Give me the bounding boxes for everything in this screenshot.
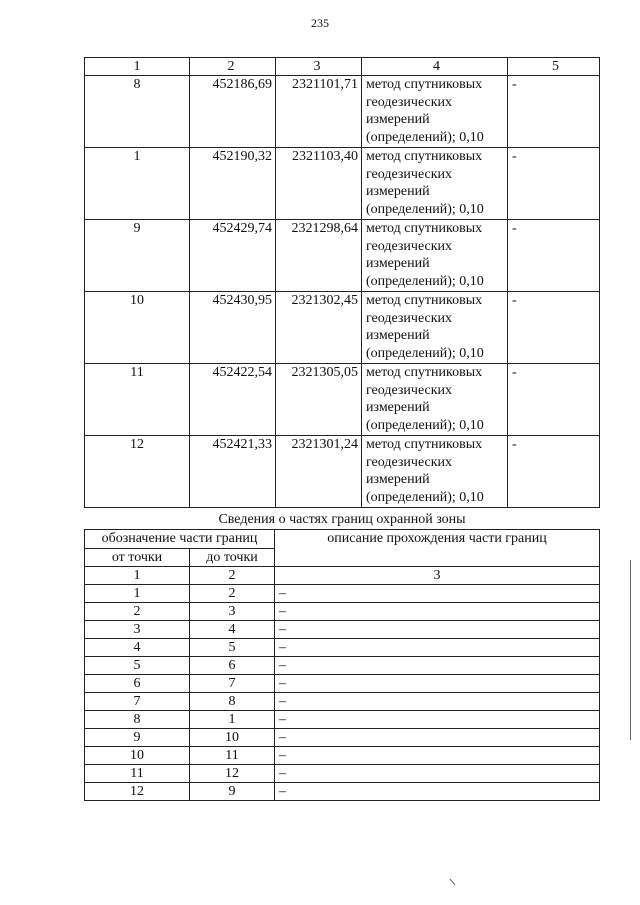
- coordinates-header-row: [85, 58, 600, 76]
- method-text: метод спутниковых геодезических измерений (определений); 0,10: [362, 220, 508, 292]
- column-number-1: 1: [85, 567, 190, 585]
- table-row: [85, 603, 600, 621]
- to-point: 7: [190, 675, 275, 693]
- coordinate-x: 452190,32: [190, 148, 276, 220]
- coordinate-x: 452186,69: [190, 76, 276, 148]
- scan-speck: [450, 879, 456, 886]
- table-row: [85, 675, 600, 693]
- from-point: 5: [85, 657, 190, 675]
- table-row: [85, 747, 600, 765]
- method-text: метод спутниковых геодезических измерений (определений); 0,10: [362, 292, 508, 364]
- description-header: описание прохождения части границ: [275, 530, 600, 567]
- from-point: 10: [85, 747, 190, 765]
- column-header-4: 4: [362, 58, 508, 76]
- method-text: метод спутниковых геодезических измерений (определений); 0,10: [362, 436, 508, 508]
- coordinate-x: 452422,54: [190, 364, 276, 436]
- column-number-2: 2: [190, 567, 275, 585]
- coordinate-x: 452421,33: [190, 436, 276, 508]
- from-point-header: от точки: [85, 549, 190, 567]
- table-row: [85, 76, 600, 148]
- group-header: обозначение части границ: [85, 530, 275, 549]
- to-point: 6: [190, 657, 275, 675]
- part-description: –: [275, 747, 600, 765]
- from-point: 8: [85, 711, 190, 729]
- table-row: [85, 639, 600, 657]
- table-row: [85, 657, 600, 675]
- point-number: 12: [85, 436, 190, 508]
- coordinate-x: 452429,74: [190, 220, 276, 292]
- to-point: 2: [190, 585, 275, 603]
- from-point: 3: [85, 621, 190, 639]
- from-point: 11: [85, 765, 190, 783]
- column-number-3: 3: [275, 567, 600, 585]
- note-text: -: [508, 220, 600, 292]
- to-point-header: до точки: [190, 549, 275, 567]
- coordinate-y: 2321298,64: [276, 220, 362, 292]
- part-description: –: [275, 603, 600, 621]
- table-row: [85, 783, 600, 801]
- to-point: 4: [190, 621, 275, 639]
- to-point: 1: [190, 711, 275, 729]
- part-description: –: [275, 783, 600, 801]
- coordinate-y: 2321302,45: [276, 292, 362, 364]
- part-description: –: [275, 639, 600, 657]
- to-point: 11: [190, 747, 275, 765]
- table-row: [85, 711, 600, 729]
- table-row: [85, 585, 600, 603]
- point-number: 10: [85, 292, 190, 364]
- point-number: 8: [85, 76, 190, 148]
- part-description: –: [275, 657, 600, 675]
- part-description: –: [275, 729, 600, 747]
- to-point: 9: [190, 783, 275, 801]
- coordinate-y: 2321101,71: [276, 76, 362, 148]
- to-point: 12: [190, 765, 275, 783]
- note-text: -: [508, 76, 600, 148]
- table-row: [85, 220, 600, 292]
- scan-edge-line: [630, 560, 631, 740]
- coordinate-y: 2321305,05: [276, 364, 362, 436]
- coordinate-y: 2321103,40: [276, 148, 362, 220]
- table-row: [85, 729, 600, 747]
- point-number: 1: [85, 148, 190, 220]
- method-text: метод спутниковых геодезических измерений (определений); 0,10: [362, 76, 508, 148]
- column-header-1: 1: [85, 58, 190, 76]
- note-text: -: [508, 148, 600, 220]
- column-header-5: 5: [508, 58, 600, 76]
- boundary-parts-table: [84, 529, 600, 801]
- method-text: метод спутниковых геодезических измерений (определений); 0,10: [362, 148, 508, 220]
- from-point: 7: [85, 693, 190, 711]
- from-point: 9: [85, 729, 190, 747]
- column-header-3: 3: [276, 58, 362, 76]
- part-description: –: [275, 585, 600, 603]
- table-row: [85, 436, 600, 508]
- note-text: -: [508, 364, 600, 436]
- note-text: -: [508, 436, 600, 508]
- column-header-2: 2: [190, 58, 276, 76]
- part-description: –: [275, 711, 600, 729]
- point-number: 9: [85, 220, 190, 292]
- to-point: 10: [190, 729, 275, 747]
- page-number: 235: [311, 16, 329, 30]
- part-description: –: [275, 693, 600, 711]
- part-description: –: [275, 675, 600, 693]
- to-point: 3: [190, 603, 275, 621]
- section-title: Сведения о частях границ охранной зоны: [218, 512, 466, 527]
- part-description: –: [275, 765, 600, 783]
- parts-number-row: [85, 567, 600, 585]
- to-point: 8: [190, 693, 275, 711]
- coordinate-y: 2321301,24: [276, 436, 362, 508]
- method-text: метод спутниковых геодезических измерений (определений); 0,10: [362, 364, 508, 436]
- part-description: –: [275, 621, 600, 639]
- from-point: 4: [85, 639, 190, 657]
- table-row: [85, 765, 600, 783]
- table-row: [85, 148, 600, 220]
- point-number: 11: [85, 364, 190, 436]
- note-text: -: [508, 292, 600, 364]
- parts-group-header-row: [85, 530, 600, 549]
- to-point: 5: [190, 639, 275, 657]
- table-row: [85, 693, 600, 711]
- from-point: 6: [85, 675, 190, 693]
- from-point: 1: [85, 585, 190, 603]
- from-point: 2: [85, 603, 190, 621]
- from-point: 12: [85, 783, 190, 801]
- table-row: [85, 292, 600, 364]
- table-row: [85, 621, 600, 639]
- coordinates-table: [84, 57, 600, 508]
- table-row: [85, 364, 600, 436]
- coordinate-x: 452430,95: [190, 292, 276, 364]
